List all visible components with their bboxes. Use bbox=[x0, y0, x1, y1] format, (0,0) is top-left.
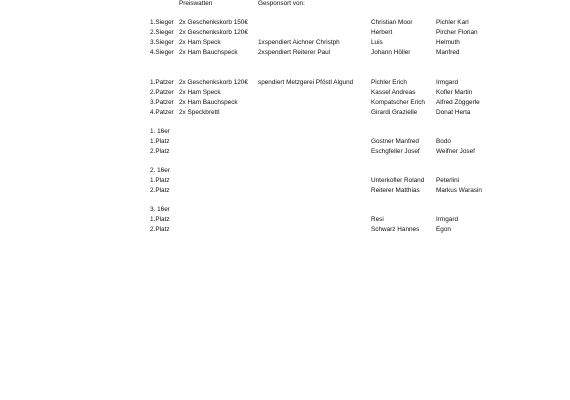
winner-prize: 2x Ham Bauchspeck bbox=[179, 49, 238, 56]
patzer-rank: 3.Patzer bbox=[150, 99, 174, 106]
group-rank: 1.Platz bbox=[150, 216, 170, 223]
group-rank: 2.Platz bbox=[150, 148, 170, 155]
patzer-rank: 4.Patzer bbox=[150, 109, 174, 116]
patzer-player2: Irmgard bbox=[436, 79, 459, 86]
patzer-prize: 2x Ham Bauchspeck bbox=[179, 99, 238, 106]
group-player2: Weifner Josef bbox=[436, 148, 475, 155]
group-title: 2. 16er bbox=[150, 167, 170, 174]
patzer-player2: Donat Herta bbox=[436, 109, 471, 116]
winner-player1: Johann Höller bbox=[371, 49, 411, 56]
group-player2: Peterlini bbox=[436, 177, 460, 184]
winner-rank: 3.Sieger bbox=[150, 39, 174, 46]
header-sponsored-by: Gesponsort von: bbox=[258, 0, 305, 7]
group-title: 3. 16er bbox=[150, 206, 170, 213]
patzer-player1: Girardi Grazielle bbox=[371, 109, 418, 116]
winner-rank: 2.Sieger bbox=[150, 29, 174, 36]
group-player1: Reiterer Matthias bbox=[371, 187, 420, 194]
winner-rank: 1.Sieger bbox=[150, 19, 174, 26]
group-rank: 1.Platz bbox=[150, 138, 170, 145]
group-rank: 2.Platz bbox=[150, 226, 170, 233]
patzer-prize: 2x Speckbrettl bbox=[179, 109, 220, 116]
patzer-player2: Kofler Martin bbox=[436, 89, 473, 96]
group-player1: Schwarz Hannes bbox=[371, 226, 420, 233]
group-title: 1. 16er bbox=[150, 128, 170, 135]
patzer-player1: Kompatscher Erich bbox=[371, 99, 425, 106]
patzer-player1: Kassel Andreas bbox=[371, 89, 416, 96]
winner-player1: Luis bbox=[371, 39, 383, 46]
winner-player1: Herbert bbox=[371, 29, 393, 36]
group-player1: Eschgfeller Josef bbox=[371, 148, 420, 155]
winner-prize: 2x Ham Speck bbox=[179, 39, 221, 46]
winner-player2: Helmuth bbox=[436, 39, 460, 46]
group-player2: Markus Warasin bbox=[436, 187, 482, 194]
winner-player2: Pircher Florian bbox=[436, 29, 478, 36]
group-player1: Gostner Manfred bbox=[371, 138, 419, 145]
winner-prize: 2x Geschenkskorb 150€ bbox=[179, 19, 248, 26]
group-player2: Irmgard bbox=[436, 216, 459, 223]
winner-player2: Pichler Karl bbox=[436, 19, 469, 26]
patzer-player1: Pichler Erich bbox=[371, 79, 407, 86]
patzer-prize: 2x Geschenkskorb 120€ bbox=[179, 79, 248, 86]
patzer-sponsor: spendiert Metzgerei Pföstl Algund bbox=[258, 79, 354, 86]
winner-player1: Christian Moor bbox=[371, 19, 413, 26]
patzer-player2: Alfred Zöggerle bbox=[436, 99, 480, 106]
patzer-prize: 2x Ham Speck bbox=[179, 89, 221, 96]
group-player2: Bodo bbox=[436, 138, 451, 145]
group-player1: Unterkofler Roland bbox=[371, 177, 425, 184]
group-player2: Egon bbox=[436, 226, 451, 233]
patzer-rank: 2.Patzer bbox=[150, 89, 174, 96]
group-rank: 2.Platz bbox=[150, 187, 170, 194]
group-player1: Resi bbox=[371, 216, 384, 223]
winner-rank: 4.Sieger bbox=[150, 49, 174, 56]
winner-sponsor: 1xspendiert Aichner Christph bbox=[258, 39, 340, 46]
group-rank: 1.Platz bbox=[150, 177, 170, 184]
patzer-rank: 1.Patzer bbox=[150, 79, 174, 86]
header-prizes: Preiswatten bbox=[179, 0, 213, 7]
winner-prize: 2x Geschenkskorb 120€ bbox=[179, 29, 248, 36]
winner-sponsor: 2xspendiert Reiterer Paul bbox=[258, 49, 331, 56]
winner-player2: Manfred bbox=[436, 49, 460, 56]
